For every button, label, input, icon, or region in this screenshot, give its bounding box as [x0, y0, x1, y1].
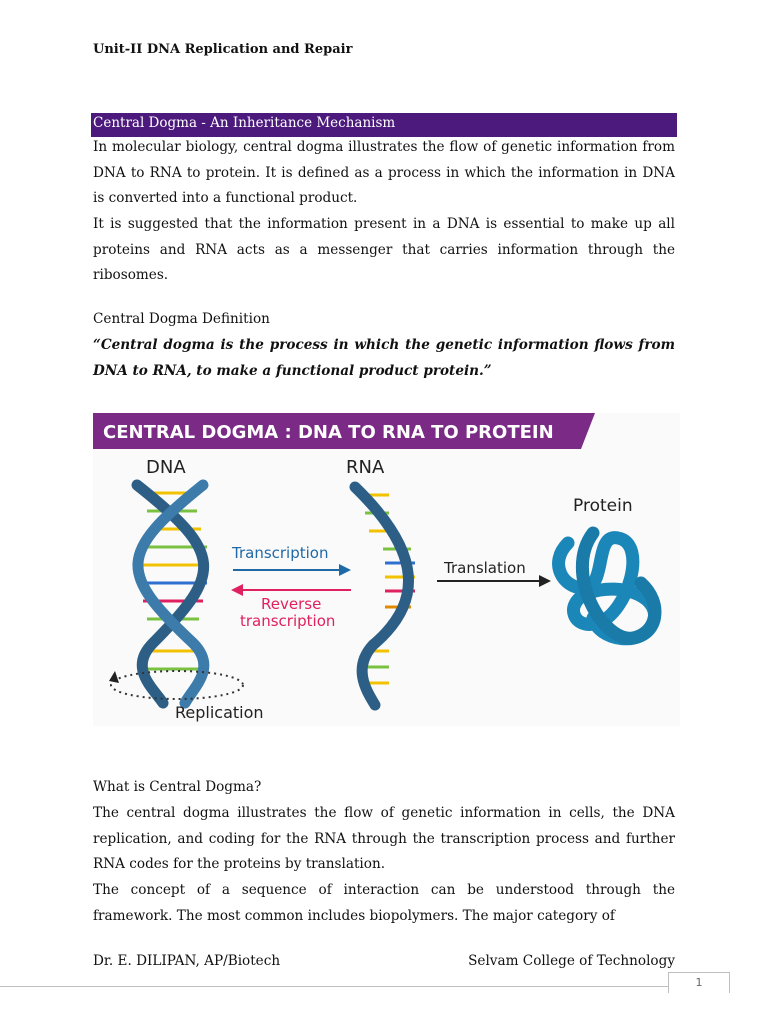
reverse-transcription-label-line1: Reverse: [261, 595, 322, 613]
what-paragraph-1: The central dogma illustrates the flow of genetic information in cells, the DNA replication, and coding for the RNA through the transcription process and further RNA codes for the proteins by translation.: [93, 805, 675, 873]
protein-label: Protein: [573, 496, 633, 516]
footer-institution: Selvam College of Technology: [468, 953, 675, 969]
footer-author: Dr. E. DILIPAN, AP/Biotech: [93, 953, 281, 969]
definition-heading: Central Dogma Definition: [93, 311, 270, 327]
intro-paragraph-2: It is suggested that the information present in a DNA is essential to make up all proteins and RNA acts as a messenger that carries information through the ribosomes.: [93, 216, 675, 284]
intro-paragraph-1: In molecular biology, central dogma illustrates the flow of genetic information from DNA to RNA to protein. It is defined as a process in which the information in DNA is converted into a functional product.: [93, 139, 675, 207]
what-paragraph-2: The concept of a sequence of interaction can be understood through the framework. The most common includes biopolymers. The major category of: [93, 882, 675, 924]
central-dogma-figure: [93, 413, 680, 726]
rna-label: RNA: [346, 457, 385, 478]
footer-divider: [0, 986, 668, 987]
transcription-label: Transcription: [232, 544, 329, 562]
reverse-transcription-label-line2: transcription: [240, 612, 336, 630]
section-heading: Central Dogma - An Inheritance Mechanism: [91, 113, 677, 137]
document-header: Unit-II DNA Replication and Repair: [93, 42, 353, 57]
dna-label: DNA: [146, 457, 186, 478]
page-number: 1: [668, 972, 730, 993]
definition-quote: “Central dogma is the process in which the genetic information flows from DNA to RNA, to make a functional product protein.”: [93, 337, 675, 379]
translation-label: Translation: [444, 559, 526, 577]
replication-label: Replication: [175, 703, 264, 722]
what-heading: What is Central Dogma?: [93, 779, 262, 795]
figure-banner-text: CENTRAL DOGMA : DNA TO RNA TO PROTEIN: [103, 422, 554, 443]
central-dogma-diagram: [93, 413, 680, 726]
